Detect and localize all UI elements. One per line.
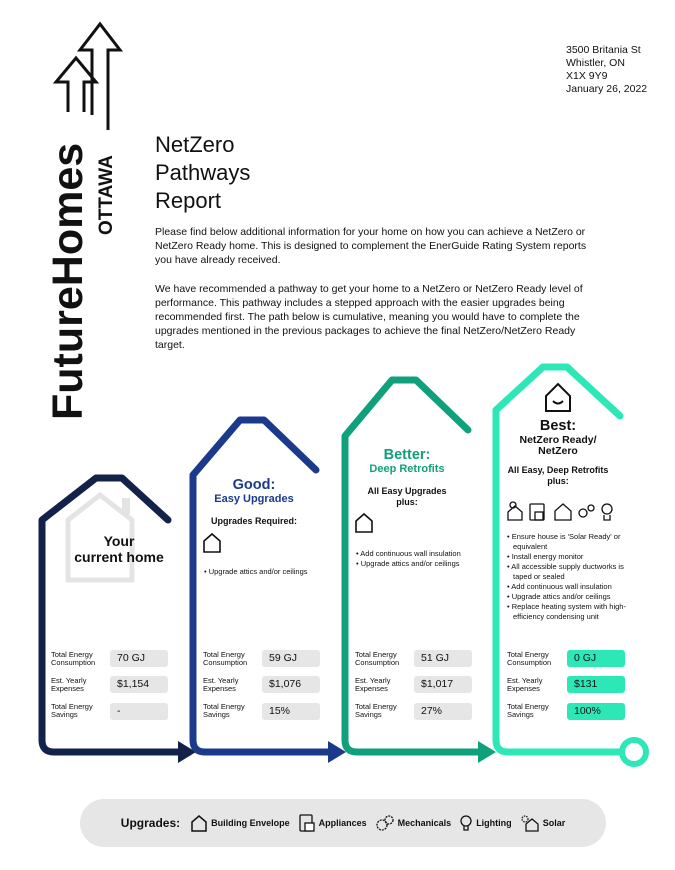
expenses-label: Est. Yearly Expenses bbox=[355, 676, 391, 693]
consumption-label: Total Energy Consumption bbox=[51, 650, 96, 667]
legend-appliances: Appliances bbox=[298, 814, 367, 832]
intro-paragraph: Please find below additional information for your home on how you can achieve a NetZero or NetZero Ready home. This is designed to complement the EnerGuide Rating System reports you have already received. bbox=[155, 226, 587, 266]
best-card-header: Best: NetZero Ready/ NetZero All Easy, Deep Retrofits plus: bbox=[507, 418, 609, 486]
savings-label: Total Energy Savings bbox=[203, 702, 245, 719]
mechanicals-icon bbox=[375, 814, 395, 832]
best-upgrade-icons bbox=[508, 502, 612, 520]
current-consumption-value: 70 GJ bbox=[110, 650, 168, 667]
current-house-outline bbox=[42, 478, 168, 740]
legend-solar: Solar bbox=[520, 814, 566, 832]
address-postal: X1X 9Y9 bbox=[566, 70, 608, 82]
address-block bbox=[566, 44, 647, 96]
report-date: January 26, 2022 bbox=[566, 83, 648, 95]
better-bullet-list bbox=[356, 549, 486, 569]
list-item: • Upgrade attics and/or ceilings bbox=[507, 592, 611, 601]
page-title: NetZero Pathways Report bbox=[155, 132, 251, 213]
best-consumption-value: 0 GJ bbox=[567, 650, 625, 667]
building-envelope-icon bbox=[555, 504, 571, 520]
list-item: • Upgrade attics and/or ceilings bbox=[356, 559, 460, 568]
savings-label: Total Energy Savings bbox=[51, 702, 93, 719]
list-item: • Ensure house is 'Solar Ready' or equivalent bbox=[507, 532, 621, 551]
solar-icon bbox=[520, 814, 540, 832]
lighting-icon bbox=[459, 814, 473, 832]
pathway-paragraph: We have recommended a pathway to get your home to a NetZero or NetZero Ready level of performance. This pathway includes a stepped approach with the easier upgrades being recommended first. The path below is cumulative, meaning you would have to complete the upgrades mentioned in the previous packages to achieve the final NetZero/NetZero Ready target. bbox=[155, 283, 583, 351]
list-item: • Upgrade attics and/or ceilings bbox=[204, 567, 308, 576]
legend-title: Upgrades: bbox=[120, 816, 181, 830]
address-street: 3500 Britania St bbox=[566, 44, 641, 56]
list-item: • Add continuous wall insulation bbox=[356, 549, 461, 558]
logo-name: FutureHomes bbox=[44, 142, 92, 420]
expenses-label: Est. Yearly Expenses bbox=[203, 676, 239, 693]
good-savings-value: 15% bbox=[262, 703, 320, 720]
good-card-header: Good: Easy Upgrades Upgrades Required: bbox=[210, 477, 297, 526]
better-consumption-value: 51 GJ bbox=[414, 650, 472, 667]
building-envelope-icon bbox=[356, 514, 372, 532]
legend-mechanicals: Mechanicals bbox=[375, 814, 452, 832]
building-envelope-icon bbox=[204, 534, 220, 552]
legend-lighting: Lighting bbox=[459, 814, 512, 832]
savings-label: Total Energy Savings bbox=[355, 702, 397, 719]
better-expenses-value: $1,017 bbox=[414, 676, 472, 693]
current-savings-value: - bbox=[110, 703, 168, 720]
logo-arrows-icon bbox=[56, 24, 120, 130]
best-expenses-value: $131 bbox=[567, 676, 625, 693]
logo-city: OTTAWA bbox=[96, 155, 117, 235]
lighting-icon bbox=[602, 504, 612, 514]
current-home-title: Your current home bbox=[74, 533, 164, 565]
expenses-label: Est. Yearly Expenses bbox=[51, 676, 87, 693]
better-savings-value: 27% bbox=[414, 703, 472, 720]
upgrades-legend bbox=[80, 799, 606, 847]
better-card-header: Better: Deep Retrofits All Easy Upgrades plus: bbox=[367, 447, 447, 507]
consumption-label: Total Energy Consumption bbox=[355, 650, 400, 667]
current-expenses-value: $1,154 bbox=[110, 676, 168, 693]
mechanicals-icon bbox=[579, 509, 587, 517]
pathway-end-icon bbox=[622, 740, 646, 764]
good-bullet-list bbox=[204, 567, 334, 577]
solar-icon bbox=[508, 506, 522, 520]
appliances-icon bbox=[298, 814, 316, 832]
address-city: Whistler, ON bbox=[566, 57, 625, 69]
legend-building-envelope: Building Envelope bbox=[190, 814, 290, 832]
best-savings-value: 100% bbox=[567, 703, 625, 720]
expenses-label: Est. Yearly Expenses bbox=[507, 676, 543, 693]
list-item: • Install energy monitor bbox=[507, 552, 584, 561]
list-item: • Add continuous wall insulation bbox=[507, 582, 612, 591]
best-bullet-list bbox=[507, 532, 629, 622]
list-item: • All accessible supply ductworks is taped or sealed bbox=[507, 562, 624, 581]
list-item: • Replace heating system with high-efficiency condensing unit bbox=[507, 602, 626, 621]
building-envelope-icon bbox=[190, 814, 208, 832]
consumption-label: Total Energy Consumption bbox=[507, 650, 552, 667]
best-house-icon bbox=[546, 384, 570, 411]
good-consumption-value: 59 GJ bbox=[262, 650, 320, 667]
consumption-label: Total Energy Consumption bbox=[203, 650, 248, 667]
savings-label: Total Energy Savings bbox=[507, 702, 549, 719]
good-expenses-value: $1,076 bbox=[262, 676, 320, 693]
